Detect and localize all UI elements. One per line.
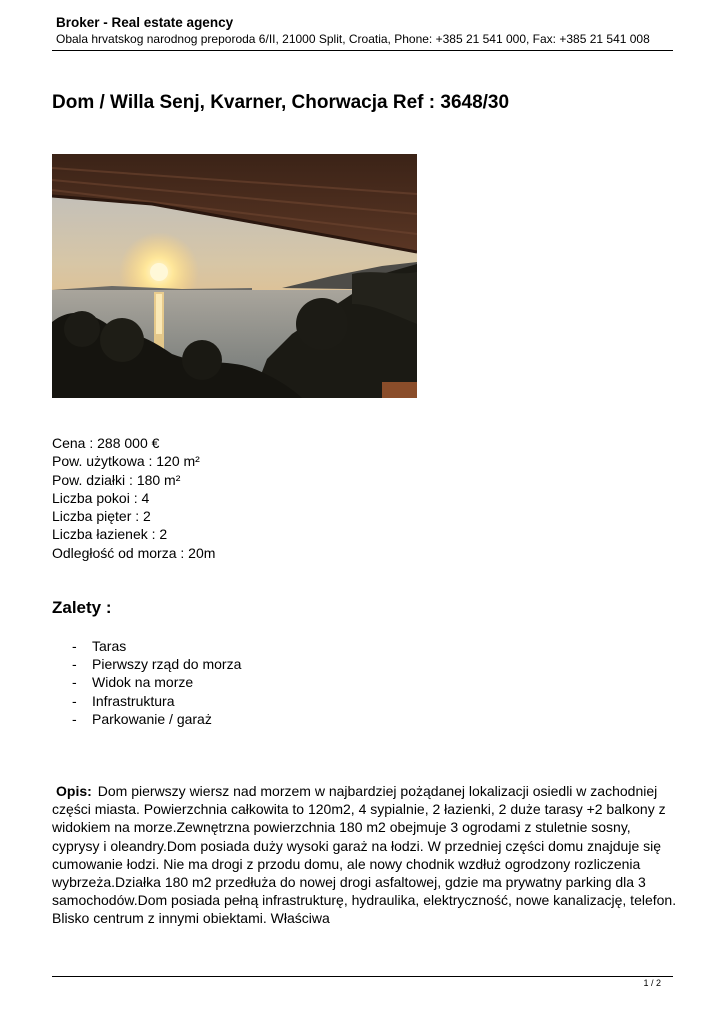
feature-label: Widok na morze [92,674,194,691]
fact-bathrooms: Liczba łazienek : 2 [52,526,168,543]
footer-divider [52,976,673,977]
agency-name: Broker - Real estate agency [56,15,234,30]
feature-item [72,637,241,655]
fact-floors: Liczba pięter : 2 [52,508,151,525]
page-number: 1 / 2 [643,978,661,988]
features-list [72,637,241,728]
feature-label: Parkowanie / garaż [92,710,212,727]
description-label: Opis: [56,783,92,799]
bullet-dash: - [72,638,77,654]
bullet-dash: - [72,674,77,691]
feature-label: Taras [92,638,127,654]
feature-item [72,655,241,673]
agency-address: Obala hrvatskog narodnog preporoda 6/II, 21000 Split, Croatia, Phone: +385 21 541 000, Fax: +385 21 541 008 [56,32,650,46]
description-text: Dom pierwszy wiersz nad morzem w najbardziej pożądanej lokalizacji osiedli w zachodniej części miasta. Powierzchnia całkowita to 120m2, 4 sypialnie, 2 łazienki, 2 duże tarasy +2 balkony z widokiem na morze.Zewnętrzna powierzchnia 180 m2 obejmuje 3 ogrodami z stuletnie sosny, cyprysy i oleandry.Dom posiada duży wysoki garaż na łodzi. W przedniej części domu znajduje się cumowanie łodzi. Nie ma drogi z przodu domu, ale nowy chodnik wzdłuż ogrodzony rozliczenia wybrzeża.Działka 180 m2 przedłuża do nowej drogi asfaltowej, gdzie ma prywatny parking dla 3 samochodów.Dom posiada pełną infrastrukturę, hydraulika, elektryczność, nowe kanalizację, telefon. Blisko centrum z innymi obiektami. Właściwa [52,783,677,927]
fact-sea-distance: Odległość od morza : 20m [52,544,216,561]
feature-label: Infrastruktura [92,692,175,709]
feature-item [72,710,241,728]
document-header [56,14,676,47]
header-divider [52,50,673,51]
property-facts [52,434,215,562]
property-title: Dom / Willa Senj, Kvarner, Chorwacja Ref : 3648/30 [52,92,510,113]
bullet-dash: - [72,656,77,673]
fact-plot-area: Pow. działki : 180 m² [52,471,181,488]
property-photo [52,154,417,398]
fact-price: Cena : 288 000 € [52,435,160,451]
features-heading: Zalety : [52,598,112,617]
bullet-dash: - [72,692,77,709]
bullet-dash: - [72,710,77,727]
fact-rooms: Liczba pokoi : 4 [52,489,150,506]
feature-item [72,673,241,691]
description-paragraph [52,782,677,928]
feature-label: Pierwszy rząd do morza [92,656,242,673]
fact-living-area: Pow. użytkowa : 120 m² [52,453,200,470]
feature-item [72,692,241,710]
